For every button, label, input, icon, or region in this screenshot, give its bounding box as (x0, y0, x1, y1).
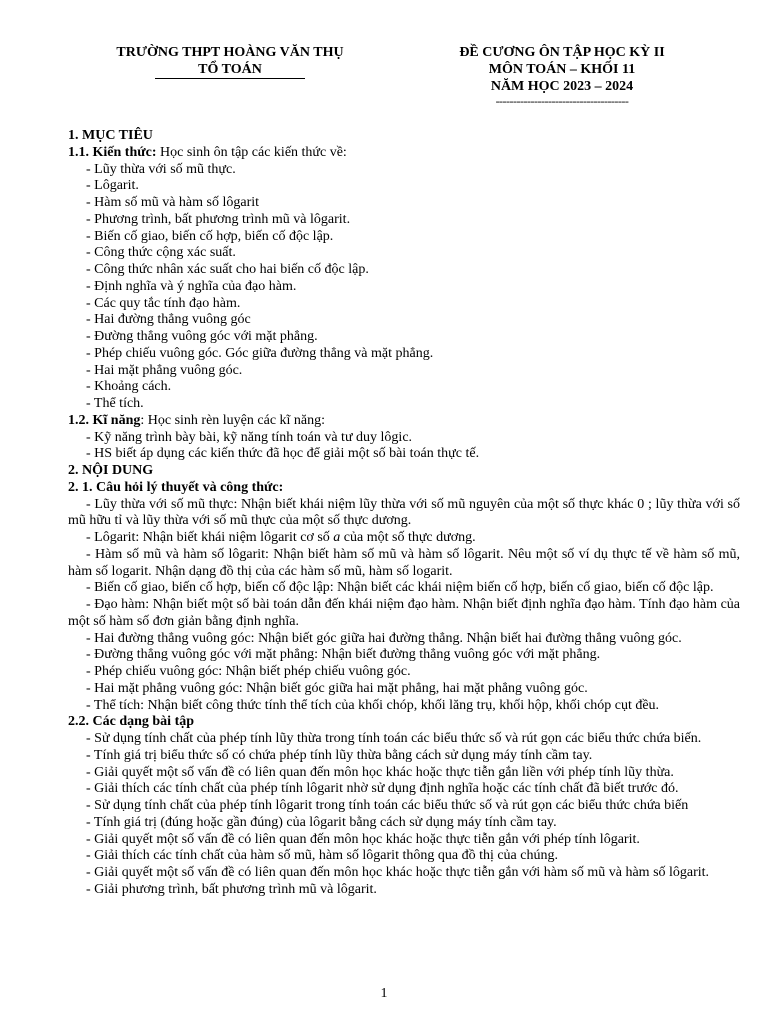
variable-a: a (333, 530, 341, 545)
theory-heading: 2. 1. Câu hỏi lý thuyết và công thức: (68, 479, 284, 495)
document-title: ĐỀ CƯƠNG ÔN TẬP HỌC KỲ II (459, 45, 665, 60)
page-number: 1 (380, 986, 388, 1001)
skill-item: - HS biết áp dụng các kiến thức đã học để giải một số bài toán thực tế. (86, 446, 480, 462)
theory-logarithm-text-end: của một số thực dương. (340, 530, 476, 545)
exercise-item: - Giải thích các tính chất của phép tính lôgarit nhờ sử dụng định nghĩa hoặc các tính chất đã biết trước đó. (86, 781, 679, 797)
theory-item-functions: - Hàm số mũ và hàm số lôgarit: Nhận biết hàm số mũ và hàm số lôgarit. Nêu một số ví dụ thực tế về hàm số mũ, hàm số logarit. Nhận dạng đồ thị của các hàm số mũ, hàm số logarit. (68, 546, 740, 579)
theory-item-power: - Lũy thừa với số mũ thực: Nhận biết khái niệm lũy thừa với số mũ nguyên của một số thực khác 0 ; lũy thừa với số mũ hữu tỉ và lũy thừa với số mũ thực của một số thực dương. (68, 496, 740, 529)
knowledge-item: - Hàm số mũ và hàm số lôgarit (86, 195, 260, 210)
knowledge-item: - Các quy tắc tính đạo hàm. (86, 295, 241, 311)
exercise-item: - Tính giá trị (đúng hoặc gần đúng) của lôgarit bằng cách sử dụng máy tính cầm tay. (86, 814, 557, 830)
exercise-item: - Giải thích các tính chất của hàm số mũ, hàm số lôgarit thông qua đồ thị của chúng. (86, 848, 558, 864)
theory-item-line-plane: - Đường thẳng vuông góc với mặt phẳng: Nhận biết đường thẳng vuông góc với mặt phẳng. (86, 647, 601, 663)
knowledge-item: - Phép chiếu vuông góc. Góc giữa đường thẳng và mặt phẳng. (86, 345, 434, 361)
theory-item-perpendicular-lines: - Hai đường thẳng vuông góc: Nhận biết góc giữa hai đường thẳng. Nhận biết hai đường thẳng vuông góc. (86, 630, 682, 646)
group-name: TỔ TOÁN (198, 62, 262, 77)
exercise-item: - Giải quyết một số vấn đề có liên quan đến môn học khác hoặc thực tiễn gắn với phép tính lôgarit. (86, 831, 640, 847)
document-body (68, 128, 740, 899)
school-year: NĂM HỌC 2023 – 2024 (490, 79, 634, 94)
knowledge-item: - Hai đường thẳng vuông góc (86, 312, 251, 328)
knowledge-item: - Định nghĩa và ý nghĩa của đạo hàm. (86, 278, 297, 294)
exercise-item: - Giải quyết một số vấn đề có liên quan đến môn học khác hoặc thực tiễn gắn với hàm số mũ và hàm số lôgarit. (86, 865, 710, 880)
knowledge-item: - Công thức nhân xác suất cho hai biến cố độc lập. (86, 262, 369, 277)
exercise-item: - Giải quyết một số vấn đề có liên quan đến môn học khác hoặc thực tiễn gắn liền với phép tính lũy thừa. (86, 764, 674, 780)
skills-label: 1.2. Kĩ năng (68, 412, 141, 428)
header-dashes: -------------------------------------- (495, 94, 629, 108)
subject-line: MÔN TOÁN – KHỐI 11 (488, 62, 636, 77)
knowledge-list (68, 162, 740, 413)
theory-item-volume: - Thể tích: Nhận biết công thức tính thể tích của khối chóp, khối lăng trụ, khối hộp, khối chóp cụt đều. (86, 697, 660, 713)
header-underline (155, 78, 305, 79)
header-left (100, 44, 360, 79)
theory-item-derivative: - Đạo hàm: Nhận biết một số bài toán dẫn đến khái niệm đạo hàm. Nhận biết định nghĩa đạo hàm. Tính đạo hàm của một số hàm số đơn giản bằng định nghĩa. (68, 597, 740, 629)
skill-item: - Kỹ năng trình bày bài, kỹ năng tính toán và tư duy lôgic. (86, 429, 413, 445)
exercises-heading: 2.2. Các dạng bài tập (68, 714, 195, 730)
header-right (442, 44, 682, 107)
section-title-objectives: 1. MỤC TIÊU (68, 128, 153, 143)
theory-item-logarithm (68, 530, 740, 547)
skills-intro: : Học sinh rèn luyện các kĩ năng: (140, 412, 326, 428)
exercise-item: - Sử dụng tính chất của phép tính lũy thừa trong tính toán các biểu thức số và rút gọn các biểu thức chứa biến. (86, 731, 702, 746)
knowledge-heading (68, 145, 740, 162)
knowledge-item: - Đường thẳng vuông góc với mặt phẳng. (86, 329, 318, 344)
knowledge-item: - Lũy thừa với số mũ thực. (86, 161, 236, 177)
school-name: TRƯỜNG THPT HOÀNG VĂN THỤ (116, 45, 344, 60)
theory-item-planes: - Hai mặt phẳng vuông góc: Nhận biết góc giữa hai mặt phẳng, hai mặt phẳng vuông góc. (86, 680, 588, 696)
skills-heading (68, 413, 740, 430)
knowledge-intro: Học sinh ôn tập các kiến thức về: (156, 144, 347, 160)
knowledge-item: - Thể tích. (86, 396, 144, 411)
knowledge-item: - Công thức cộng xác suất. (86, 245, 236, 261)
section-title-content: 2. NỘI DUNG (68, 463, 154, 478)
exercise-item: - Tính giá trị biểu thức số có chứa phép tính lũy thừa bằng cách sử dụng máy tính cầm tay. (86, 747, 593, 763)
theory-item-projection: - Phép chiếu vuông góc: Nhận biết phép chiếu vuông góc. (86, 664, 411, 679)
skills-list (68, 430, 740, 464)
theory-logarithm-text: - Lôgarit: Nhận biết khái niệm lôgarit cơ số (86, 530, 334, 545)
knowledge-item: - Phương trình, bất phương trình mũ và lôgarit. (86, 211, 351, 227)
knowledge-item: - Lôgarit. (86, 178, 139, 194)
knowledge-item: - Khoảng cách. (86, 379, 172, 395)
knowledge-item: - Biến cố giao, biến cố hợp, biến cố độc lập. (86, 228, 334, 244)
exercise-item: - Giải phương trình, bất phương trình mũ và lôgarit. (86, 881, 377, 897)
exercise-item: - Sử dụng tính chất của phép tính lôgarit trong tính toán các biểu thức số và rút gọn các biểu thức chứa biến (86, 798, 689, 813)
theory-item-events: - Biến cố giao, biến cố hợp, biến cố độc lập: Nhận biết các khái niệm biến cố hợp, biến cố giao, biến cố độc lập. (86, 580, 714, 596)
knowledge-label: 1.1. Kiến thức: (68, 144, 157, 160)
knowledge-item: - Hai mặt phẳng vuông góc. (86, 362, 243, 378)
